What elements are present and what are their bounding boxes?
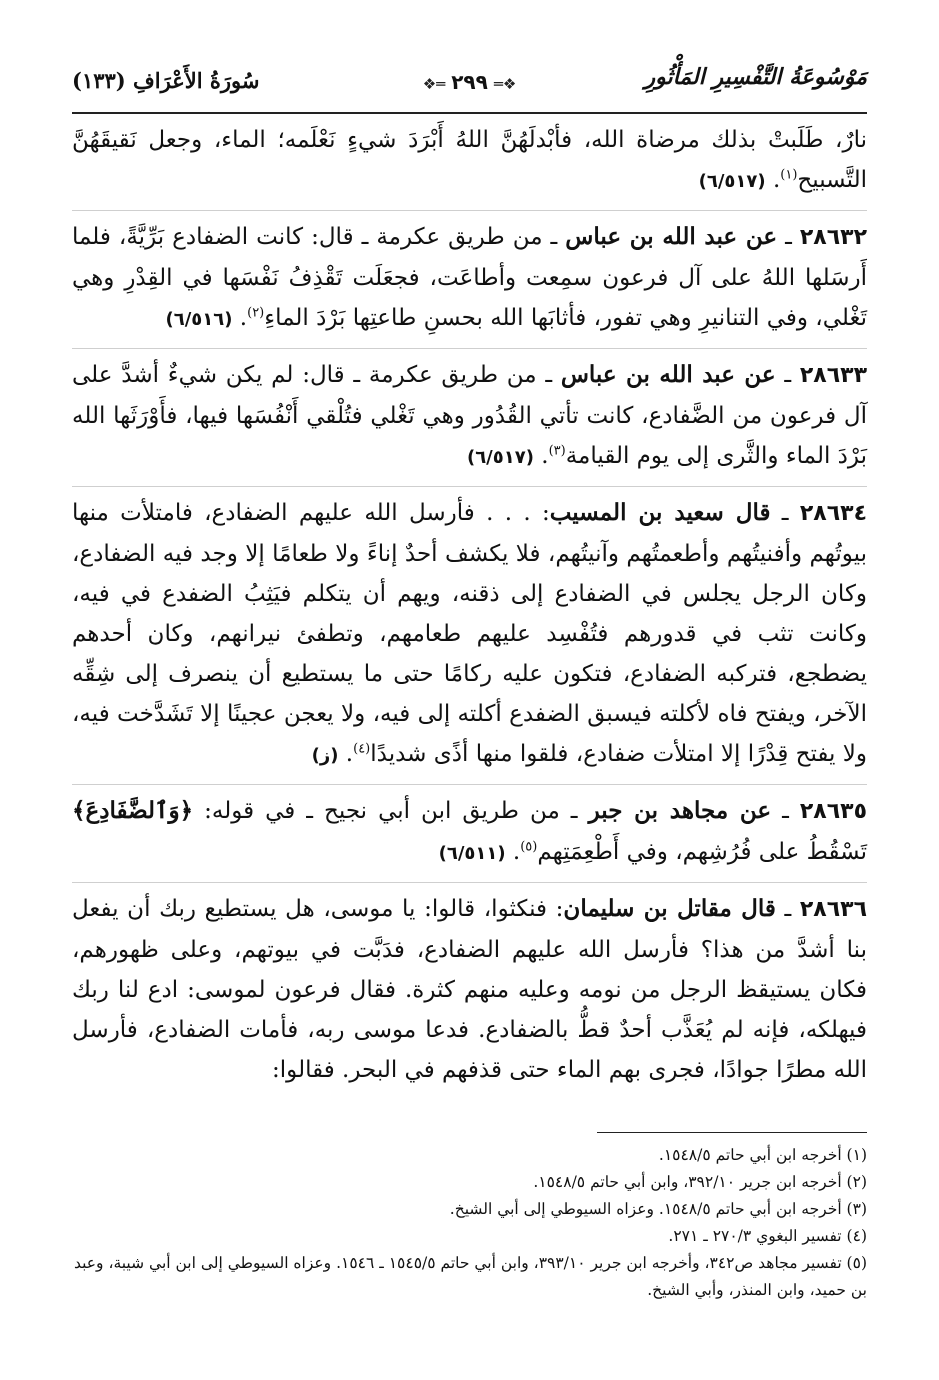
paragraph-punct: . (239, 305, 248, 331)
paragraph-punct: . (345, 741, 354, 767)
ornament-left-icon: ❖═ (493, 75, 517, 93)
paragraph-text-continued: تَسْقُطُ على فُرُشِهم، وفي أَطْعِمَتِهم (537, 839, 867, 865)
header-divider (72, 112, 867, 114)
volume-reference: (٦/٥١٦) (165, 309, 233, 330)
ornament-right-icon: ═❖ (422, 75, 446, 93)
page-number (417, 70, 523, 94)
book-title: مَوْسُوعَةُ التَّفْسِيرِ المَأْثُورِ (644, 64, 867, 90)
volume-reference: (٦/٥١٧) (466, 447, 534, 468)
paragraph-text: ـ من طريق ابن أبي نجيح ـ في قوله: (204, 798, 578, 824)
paragraph-text: : فنكثوا، قالوا: يا موسى، هل يستطيع ربك أن يفعل بنا أشدَّ من هذا؟ فأرسل الله عليهم الضفادع، فدَبَّت في بيوتهم، وعلى ظهورهم، فكان يستيقظ الرجل من نومه وعليه منهم كثرة. فقال فرعون لموسى: ادع لنا ربك فيهلكه، فإنه لم يُعَذَّب أحدٌ قطُّ بالضفادع. فدعا موسى ربه، فأمات الضفادع، فأرسل الله مطرًا جوادًا، فجرى بهم الماء حتى قذفهم في البحر. فقالوا: (72, 896, 867, 1083)
narrator-name: قال مقاتل بن سليمان (563, 895, 776, 922)
footnote-1: (١) أخرجه ابن أبي حاتم ١٥٤٨/٥. (658, 1146, 867, 1164)
footnote-divider (597, 1132, 867, 1133)
narration-28634: ٢٨٦٣٤ ـ قال سعيد بن المسيب: . . . فأرسل الله عليهم الضفادع، فامتلأت منها بيوتُهم وأفنيتُهم وأطعمتُهم وآنيتُهم، فلا يكشف أحدٌ إناءً ولا طعامًا إلا وجد فيه الضفادع، وكان الرجل يجلس في الضفادع إلى ذقنه، ويهم أن يتكلم فيَثِبُ الضفدع في فيه، وكانت تثب في قدورهم فتُفْسِد عليهم طعامهم، وتطفئ نيرانهم، وكان أحدهم يضطجع، فتركبه الضفادع، فتكون عليه ركامًا حتى ما يستطيع أن ينصرف إلى شِقِّه الآخر، ويفتح فاه لأكلته فيسبق الضفدع أكلته إلى فيه، ولا يعجن عجينًا إلا تَشَدَّخت فيه، ولا يفتح قِدْرًا إلا امتلأت ضفادع، فلقوا منها أذًى شديدًا$^{(٤)}$. (ز) (72, 486, 867, 776)
paragraph-punct: . (541, 443, 549, 469)
footnote-marker[interactable]: (٥) (520, 839, 538, 855)
paragraph-punct: . (512, 839, 521, 865)
footnote-marker[interactable]: (١) (780, 167, 798, 183)
narration-28636: ٢٨٦٣٦ ـ قال مقاتل بن سليمان: فنكثوا، قالوا: يا موسى، هل يستطيع ربك أن يفعل بنا أشدَّ من هذا؟ فأرسل الله عليهم الضفادع، فدَبَّت في بيوتهم، وعلى ظهورهم، فكان يستيقظ الرجل من نومه وعليه منهم كثرة. فقال فرعون لموسى: ادع لنا ربك فيهلكه، فإنه لم يُعَذَّب أحدٌ قطُّ بالضفادع. فدعا موسى ربه، فأمات الضفادع، فأرسل الله مطرًا جوادًا، فجرى بهم الماء حتى قذفهم في البحر. فقالوا: (72, 882, 867, 1090)
narration-28633: ٢٨٦٣٣ ـ عن عبد الله بن عباس ـ من طريق عكرمة ـ قال: لم يكن شيءٌ أشدَّ على آل فرعون من الضَّفادع، كانت تأتي القُدُور وهي تَغْلي فتُلْقي أَنْفُسَها فيها، فأَوْرَثَها الله بَرْدَ الماء والثَّرى إلى يوم القيامة$^{(٣)}$. (٦/٥١٧) (72, 348, 867, 478)
footnote-marker[interactable]: (٤) (353, 741, 371, 757)
footnote-2: (٢) أخرجه ابن جرير ٣٩٢/١٠، وابن أبي حاتم ١٥٤٨/٥. (533, 1173, 867, 1191)
footnotes (72, 1142, 867, 1304)
paragraph-continuation (72, 120, 867, 202)
narrator-name: عن مجاهد بن جبر (588, 797, 772, 824)
narration-number: ٢٨٦٣٦ (799, 897, 867, 922)
footnote-3: (٣) أخرجه ابن أبي حاتم ١٥٤٨/٥. وعزاه السيوطي إلى أبي الشيخ. (449, 1200, 867, 1218)
narration-number: ٢٨٦٣٥ (799, 799, 867, 824)
narration-number: ٢٨٦٣٣ (799, 363, 868, 388)
page-header (72, 62, 867, 106)
narrator-name: عن عبد الله بن عباس (565, 223, 778, 250)
narration-28632: ٢٨٦٣٢ ـ عن عبد الله بن عباس ـ من طريق عكرمة ـ قال: كانت الضفادع بَرِّيَّةً، فلما أَرسَلها اللهُ على آل فرعون سمِعت وأطاعَت، فجعَلَت تَقْذِفُ نَفْسَها في القِدْرِ وهي تَغْلي، وفي التنانيرِ وهي تفور، فأثابَها الله بحسنِ طاعتِها بَرْدَ الماءِ$^{(٢)}$. (٦/٥١٦) (72, 210, 867, 340)
footnote-4: (٤) تفسير البغوي ٢٧٠/٣ ـ ٢٧١. (668, 1227, 867, 1245)
paragraph-text: نارٌ، طَلَبتْ بذلك مرضاة الله، فأبْدلَهُنَّ اللهُ أَبْرَدَ شيءٍ نَعْلَمه؛ الماء، وجعل نَقيقَهُنَّ التَّسبيح (72, 127, 867, 193)
paragraph-text: ـ من طريق عكرمة ـ قال: لم يكن شيءٌ أشدَّ على آل فرعون من الضَّفادع، كانت تأتي القُدُور وهي تَغْلي فتُلْقي أَنْفُسَها فيها، فأَوْرَثَها الله بَرْدَ الماء والثَّرى إلى يوم القيامة (72, 362, 867, 469)
paragraph-text: ـ من طريق عكرمة ـ قال: كانت الضفادع بَرِّيَّةً، فلما أَرسَلها اللهُ على آل فرعون سمِعت وأطاعَت، فجعَلَت تَقْذِفُ نَفْسَها في القِدْرِ وهي تَغْلي، وفي التنانيرِ وهي تفور، فأثابَها الله بحسنِ طاعتِها بَرْدَ الماءِ (72, 224, 867, 331)
volume-reference: (٦/٥١٧) (698, 171, 766, 192)
surah-title: سُورَةُ الأَعْرَافِ (١٣٣) (72, 68, 260, 93)
page-number-text: ٢٩٩ (451, 70, 488, 94)
main-text (72, 120, 867, 1090)
narration-number: ٢٨٦٣٤ (799, 501, 868, 526)
narrator-name: قال سعيد بن المسيب (549, 499, 771, 526)
quran-verse: ﴿وَٱلضَّفَادِعَ﴾ (72, 797, 194, 824)
narration-28635: ٢٨٦٣٥ ـ عن مجاهد بن جبر ـ من طريق ابن أبي نجيح ـ في قوله: ﴿وَٱلضَّفَادِعَ﴾ تَسْقُطُ على فُرُشِهم، وفي أَطْعِمَتِهم$^{(٥)}$. (٦/٥١١) (72, 784, 867, 874)
paragraph-punct: . (772, 167, 781, 193)
footnote-5: (٥) تفسير مجاهد ص٣٤٢، وأخرجه ابن جرير ٣٩٣/١٠، وابن أبي حاتم ١٥٤٥/٥ ـ ١٥٤٦. وعزاه السيوطي إلى ابن أبي شيبة، وعبد بن حميد، وابن المنذر، وأبي الشيخ. (73, 1254, 867, 1299)
footnote-marker[interactable]: (٣) (548, 443, 566, 459)
footnote-marker[interactable]: (٢) (247, 305, 265, 321)
volume-reference: (ز) (311, 745, 339, 766)
narration-number: ٢٨٦٣٢ (799, 225, 868, 250)
paragraph-text: : . . . فأرسل الله عليهم الضفادع، فامتلأت منها بيوتُهم وأفنيتُهم وأطعمتُهم وآنيتُهم، فلا يكشف أحدٌ إناءً ولا طعامًا إلا وجد فيه الضفادع، وكان الرجل يجلس في الضفادع إلى ذقنه، ويهم أن يتكلم فيَثِبُ الضفدع في فيه، وكانت تثب في قدورهم فتُفْسِد عليهم طعامهم، وتطفئ نيرانهم، وكان أحدهم يضطجع، فتركبه الضفادع، فتكون عليه ركامًا حتى ما يستطيع أن ينصرف إلى شِقِّه الآخر، ويفتح فاه لأكلته فيسبق الضفدع أكلته إلى فيه، ولا يعجن عجينًا إلا تَشَدَّخت فيه، ولا يفتح قِدْرًا إلا امتلأت ضفادع، فلقوا منها أذًى شديدًا (72, 500, 867, 767)
narrator-name: عن عبد الله بن عباس (560, 361, 776, 388)
volume-reference: (٦/٥١١) (438, 843, 506, 864)
